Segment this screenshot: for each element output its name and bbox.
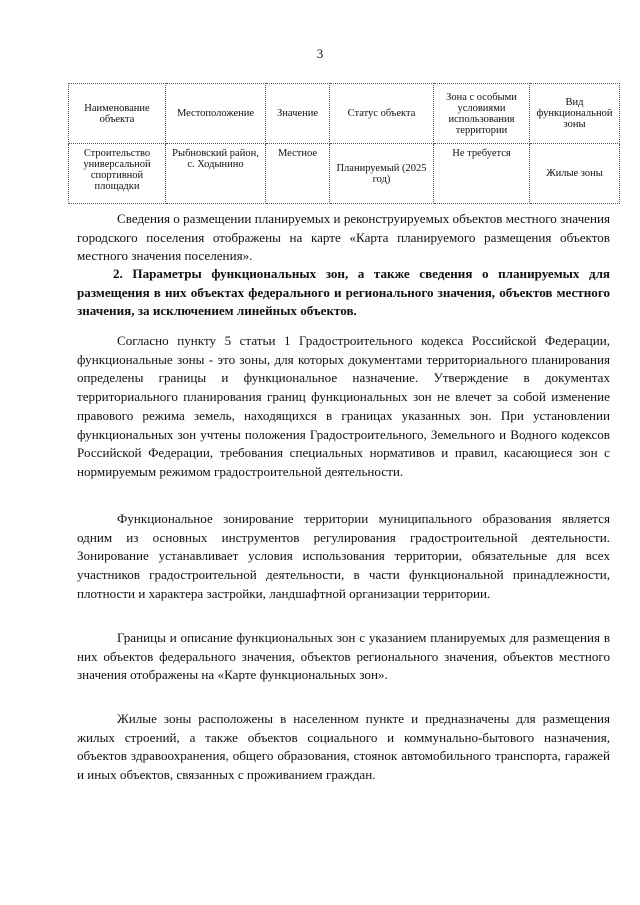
header-zone-type: Вид функциональной зоны — [530, 84, 620, 144]
objects-table — [68, 83, 620, 204]
cell-location: Рыбновский район, с. Ходынино — [166, 144, 266, 204]
paragraph-functional-zones-definition: Согласно пункту 5 статьи 1 Градостроительного кодекса Российской Федерации, функциональные зоны - это зоны, для которых документами территориального планирования определены границы и функциональное назначение. Утверждение в документах территориального планирования границ функциональных зон не влечет за собой изменение правового режима земель, находящихся в границах указанных зон. При установлении функциональных зон учтены положения Градостроительного, Земельного и Водного кодексов Российской Федерации, требования специальных нормативов и правил, касающиеся зон с нормируемым режимом градостроительной деятельности. — [77, 333, 610, 479]
paragraph-functional-zoning: Функциональное зонирование территории муниципального образования является одним из основных инструментов регулирования градостроительной деятельности. Зонирование устанавливает условия использования территории, обязательные для всех участников градостроительной деятельности, в части функциональной принадлежности, плотности и характера застройки, ландшафтной организации территории. — [77, 511, 610, 601]
paragraph-placement-info: Сведения о размещении планируемых и реконструируемых объектов местного значения городского поселения отображены на карте «Карта планируемого размещения объектов местного значения поселения». — [77, 211, 611, 264]
cell-status: Планируемый (2025 год) — [330, 144, 434, 204]
page-number: 3 — [316, 46, 324, 61]
section-heading: 2. Параметры функциональных зон, а также сведения о планируемых для размещения в них объектах федерального и регионального значения, объектов местного значения, за исключением линейных объектов. — [77, 266, 610, 319]
header-object-name: Наименование объекта — [69, 84, 166, 144]
header-location: Местоположение — [166, 84, 266, 144]
cell-significance: Местное — [266, 144, 330, 204]
header-status: Статус объекта — [330, 84, 434, 144]
cell-special-zone: Не требуется — [434, 144, 530, 204]
paragraph-residential-zones: Жилые зоны расположены в населенном пункте и предназначены для размещения жилых строений, а также объектов социального и коммунально-бытового назначения, объектов здравоохранения, общего образования, стоянок автомобильного транспорта, гаражей и иных объектов, связанных с проживанием граждан. — [77, 711, 610, 783]
header-special-zone: Зона с особыми условиями использования территории — [434, 84, 530, 144]
table-header-row — [69, 84, 620, 144]
cell-zone-type: Жилые зоны — [530, 144, 620, 204]
table-row — [69, 144, 620, 204]
header-significance: Значение — [266, 84, 330, 144]
paragraph-zone-boundaries: Границы и описание функциональных зон с указанием планируемых для размещения в них объектов федерального значения, объектов регионального значения, объектов местного значения отображены на «Карте функциональных зон». — [77, 630, 610, 683]
cell-object-name: Строительство универсальной спортивной площадки — [69, 144, 166, 204]
